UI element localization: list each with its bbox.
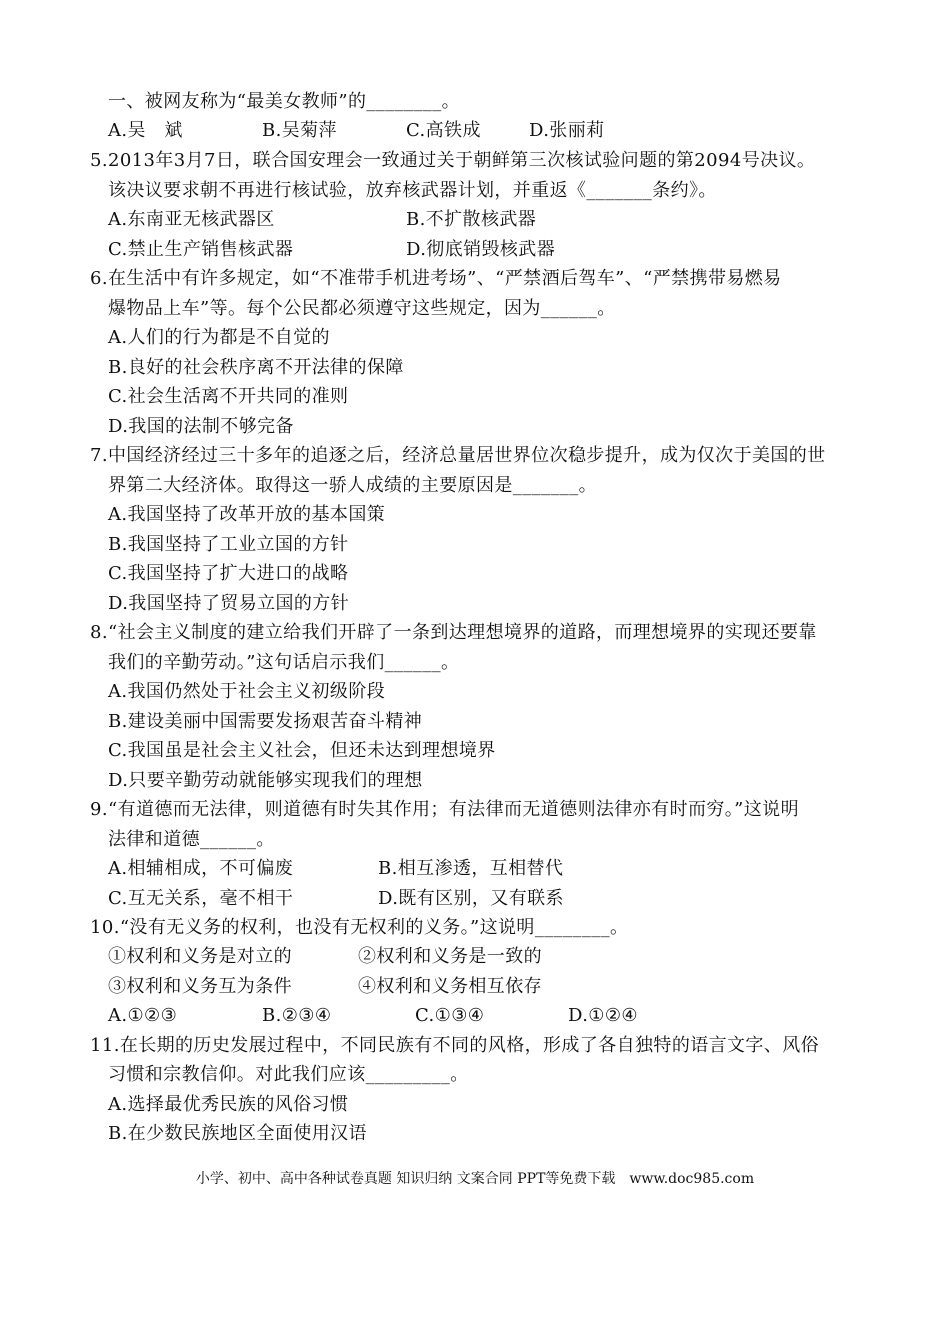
question-4-option-c: C.高铁成 [406,120,481,141]
question-5-option-a: A.东南亚无核武器区 [108,209,275,230]
question-10-statement-4: ④权利和义务相互依存 [358,976,542,997]
question-9-option-c: C.互无关系，毫不相干 [108,888,294,909]
question-8-stem-line2: 我们的辛勤劳动。”这句话启示我们______。 [108,652,460,673]
question-4-option-b: B.吴菊萍 [262,120,337,141]
question-7-option-c: C.我国坚持了扩大进口的战略 [108,563,349,584]
question-7-option-b: B.我国坚持了工业立国的方针 [108,534,349,555]
question-10-statement-1: ①权利和义务是对立的 [108,946,292,967]
question-5-stem-line2: 该决议要求朝不再进行核试验，放弃核武器计划，并重返《_______条约》。 [108,180,717,201]
question-6-stem-line2: 爆物品上车”等。每个公民都必须遵守这些规定，因为______。 [108,298,616,319]
question-5-option-d: D.彻底销毁核武器 [406,239,556,260]
question-5-stem-line1: 5.2013年3月7日，联合国安理会一致通过关于朝鲜第三次核试验问题的第2094号决议。 [90,150,816,171]
question-9-stem-line2: 法律和道德______。 [108,829,275,850]
question-10-stem: 10.“没有无义务的权利，也没有无权利的义务。”这说明________。 [90,917,629,938]
question-10-statement-3: ③权利和义务互为条件 [108,976,292,997]
question-6-option-d: D.我国的法制不够完备 [108,416,294,437]
question-6-option-b: B.良好的社会秩序离不开法律的保障 [108,357,404,378]
question-7-stem-line1: 7.中国经济经过三十多年的追逐之后，经济总量居世界位次稳步提升，成为仅次于美国的世 [90,445,826,466]
question-11-stem-line1: 11.在长期的历史发展过程中，不同民族有不同的风格，形成了各自独特的语言文字、风俗 [90,1035,820,1056]
question-8-stem-line1: 8.“社会主义制度的建立给我们开辟了一条到达理想境界的道路，而理想境界的实现还要靠 [90,622,817,643]
question-11-option-b: B.在少数民族地区全面使用汉语 [108,1123,367,1144]
question-11-option-a: A.选择最优秀民族的风俗习惯 [108,1094,349,1115]
page-footer: 小学、初中、高中各种试卷真题 知识归纳 文案合同 PPT等免费下载 www.doc985.com [195,1171,755,1187]
question-11-stem-line2: 习惯和宗教信仰。对此我们应该_________。 [108,1064,469,1085]
question-6-stem-line1: 6.在生活中有许多规定，如“不准带手机进考场”、“严禁酒后驾车”、“严禁携带易燃易 [90,268,782,289]
question-8-option-b: B.建设美丽中国需要发扬艰苦奋斗精神 [108,711,423,732]
question-6-option-c: C.社会生活离不开共同的准则 [108,386,349,407]
question-7-stem-line2: 界第二大经济体。取得这一骄人成绩的主要原因是_______。 [108,475,597,496]
question-9-option-b: B.相互渗透，互相替代 [378,858,564,879]
question-5-option-b: B.不扩散核武器 [406,209,537,230]
question-8-option-c: C.我国虽是社会主义社会，但还未达到理想境界 [108,740,496,761]
question-7-option-a: A.我国坚持了改革开放的基本国策 [108,504,386,525]
question-9-stem-line1: 9.“有道德而无法律，则道德有时失其作用；有法律而无道德则法律亦有时而穷。”这说明 [90,799,799,820]
question-9-option-d: D.既有区别，又有联系 [378,888,564,909]
question-9-option-a: A.相辅相成，不可偏废 [108,858,294,879]
question-4-option-d: D.张丽莉 [529,120,605,141]
question-4-stem: 一、被网友称为“最美女教师”的________。 [108,91,461,112]
question-4-option-a: A.吴 斌 [108,120,183,141]
question-8-option-a: A.我国仍然处于社会主义初级阶段 [108,681,386,702]
question-10-statement-2: ②权利和义务是一致的 [358,946,542,967]
question-10-option-b: B.②③④ [262,1005,332,1026]
question-10-option-c: C.①③④ [415,1005,485,1026]
question-6-option-a: A.人们的行为都是不自觉的 [108,327,330,348]
question-10-option-a: A.①②③ [108,1005,178,1026]
question-7-option-d: D.我国坚持了贸易立国的方针 [108,593,350,614]
question-5-option-c: C.禁止生产销售核武器 [108,239,294,260]
question-10-option-d: D.①②④ [568,1005,638,1026]
question-8-option-d: D.只要辛勤劳动就能够实现我们的理想 [108,770,423,791]
